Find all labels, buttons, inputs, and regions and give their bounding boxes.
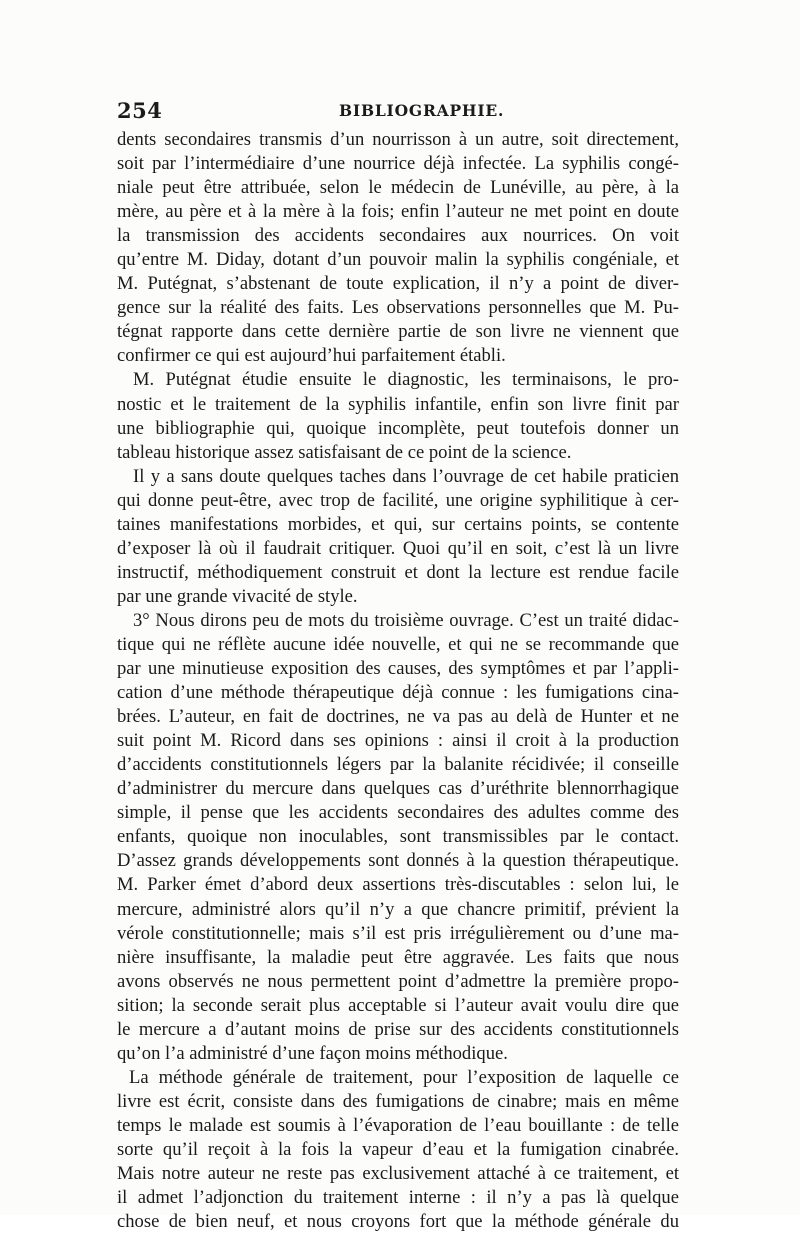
text-line: livre est écrit, consiste dans des fumigations de cinabre; mais en même: [117, 1090, 679, 1112]
running-head: BIBLIOGRAPHIE.: [339, 101, 505, 120]
text-line: d’accidents constitutionnels légers par la balanite récidivée; il conseille: [117, 754, 679, 776]
text-line: par une grande vivacité de style.: [117, 585, 358, 607]
text-line: tableau historique assez satisfaisant de ce point de la science.: [117, 441, 572, 463]
text-line: sition; la seconde serait plus acceptable si l’auteur avait voulu dire que: [117, 994, 679, 1016]
text-line: simple, il pense que les accidents secondaires des adultes comme des: [117, 802, 679, 824]
text-line: mère, au père et à la mère à la fois; enfin l’auteur ne met point en doute: [117, 201, 679, 223]
text-line: gence sur la réalité des faits. Les observations personnelles que M. Pu-: [117, 297, 679, 319]
text-line: confirmer ce qui est aujourd’hui parfaitement établi.: [117, 345, 506, 367]
text-line: sorte qu’il reçoit à la fois la vapeur d’eau et la fumigation cinabrée.: [117, 1138, 679, 1160]
text-line: D’assez grands développements sont donnés à la question thérapeutique.: [117, 850, 679, 872]
text-line: taines manifestations morbides, et qui, sur certains points, se contente: [117, 513, 679, 535]
text-line: cation d’une méthode thérapeutique déjà connue : les fumigations cina-: [117, 682, 679, 704]
text-line: 3° Nous dirons peu de mots du troisième ouvrage. C’est un traité didac-: [133, 609, 679, 631]
text-line: d’administrer du mercure dans quelques cas d’uréthrite blennorrhagique: [117, 778, 679, 800]
text-line: Mais notre auteur ne reste pas exclusivement attaché à ce traitement, et: [117, 1163, 679, 1185]
text-line: M. Putégnat, s’abstenant de toute explication, il n’y a point de diver-: [117, 273, 679, 295]
text-line: vérole constitutionnelle; mais s’il est pris irrégulièrement ou d’une ma-: [117, 922, 679, 944]
text-line: le mercure a d’autant moins de prise sur des accidents constitutionnels: [117, 1018, 679, 1040]
text-line: d’exposer là où il faudrait critiquer. Quoi qu’il en soit, c’est là un livre: [117, 537, 679, 559]
text-line: la transmission des accidents secondaires aux nourrices. On voit: [117, 225, 679, 247]
text-line: tique qui ne réflète aucune idée nouvelle, et qui ne se recommande que: [117, 633, 679, 655]
text-line: qui donne peut-être, avec trop de facilité, une origine syphilitique à cer-: [117, 489, 679, 511]
text-line: Il y a sans doute quelques taches dans l’ouvrage de cet habile praticien: [133, 465, 679, 487]
text-line: dents secondaires transmis d’un nourrisson à un autre, soit directement,: [117, 129, 679, 150]
text-line: M. Putégnat étudie ensuite le diagnostic, les terminaisons, le pro-: [133, 369, 679, 391]
text-line: suit point M. Ricord dans ses opinions : ainsi il croit à la production: [117, 730, 679, 752]
text-line: chose de bien neuf, et nous croyons fort que la méthode générale du: [117, 1211, 679, 1233]
text-line: instructif, méthodiquement construit et dont la lecture est rendue facile: [117, 561, 679, 583]
text-line: mercure, administré alors qu’il n’y a que chancre primitif, prévient la: [117, 898, 679, 920]
text-line: qu’entre M. Diday, dotant d’un pouvoir malin la syphilis congéniale, et: [117, 249, 679, 271]
text-line: avons observés ne nous permettent point d’admettre la première propo-: [117, 970, 679, 992]
text-line: temps le malade est soumis à l’évaporation de l’eau bouillante : de telle: [117, 1114, 679, 1136]
text-line: La méthode générale de traitement, pour l’exposition de laquelle ce: [129, 1066, 679, 1088]
text-line: nière insuffisante, la maladie peut être aggravée. Les faits que nous: [117, 946, 679, 968]
text-line: niale peut être attribuée, selon le médecin de Lunéville, au père, à la: [117, 177, 679, 199]
text-line: nostic et le traitement de la syphilis infantile, enfin son livre finit par: [117, 393, 679, 415]
text-line: soit par l’intermédiaire d’une nourrice déjà infectée. La syphilis congé-: [117, 153, 679, 175]
text-line: tégnat rapporte dans cette dernière partie de son livre ne viennent que: [117, 321, 679, 343]
body-text: [117, 128, 679, 1234]
text-line: qu’on l’a administré d’une façon moins méthodique.: [117, 1042, 508, 1064]
text-line: M. Parker émet d’abord deux assertions très-discutables : selon lui, le: [117, 874, 679, 896]
page-header: [117, 98, 679, 128]
text-line: enfants, quoique non inoculables, sont transmissibles par le contact.: [117, 826, 679, 848]
text-line: une bibliographie qui, quoique incomplète, peut toutefois donner un: [117, 417, 679, 439]
text-line: brées. L’auteur, en fait de doctrines, ne va pas au delà de Hunter et ne: [117, 706, 679, 728]
text-line: par une minutieuse exposition des causes, des symptômes et par l’appli-: [117, 658, 679, 680]
page-number: 254: [117, 98, 163, 123]
text-line: il admet l’adjonction du traitement interne : il n’y a pas là quelque: [117, 1187, 679, 1209]
